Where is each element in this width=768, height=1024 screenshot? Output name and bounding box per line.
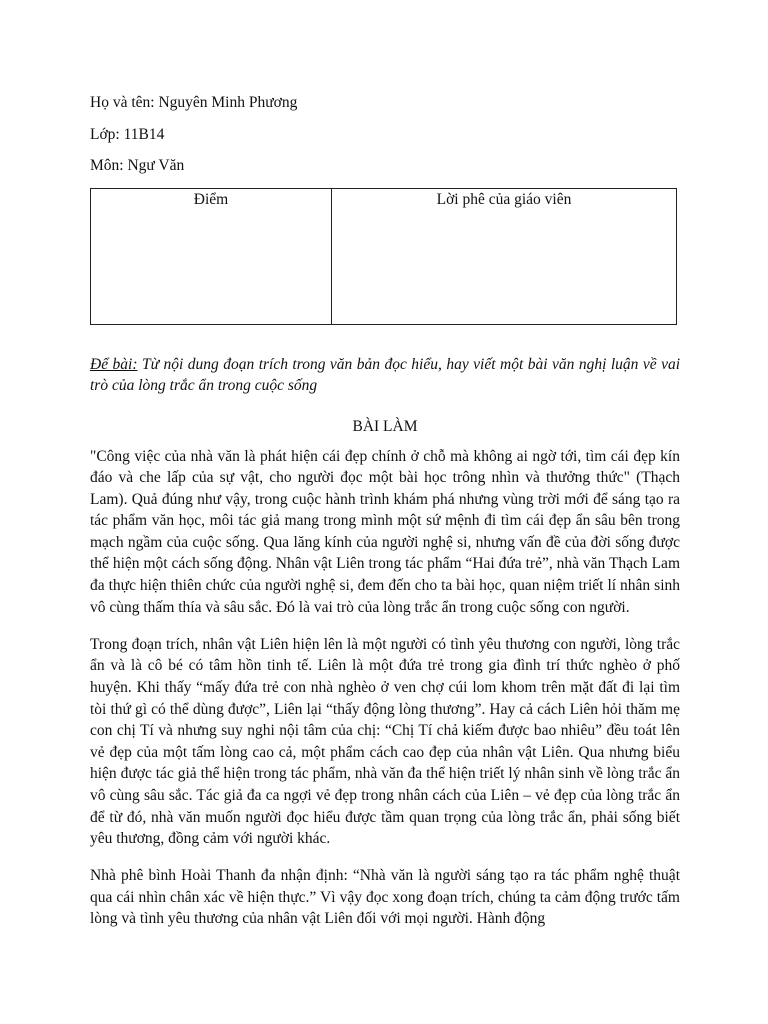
essay-paragraph: Trong đoạn trích, nhân vật Liên hiện lên là một người có tình yêu thương con người, lòng trắc ẩn và là cô bé có tâm hồn tinh tế. Liên là một đứa trẻ trong gia đình trí thức nghèo ở phố huyện. Khi thấy “mấy đứa trẻ con nhà nghèo ở ven chợ cúi lom khom trên mặt đất đi lại tìm tòi thứ gì có thể dùng được”, Liên lại “thấy động lòng thương”. Hay cả cách Liên hỏi thăm mẹ con chị Tí và nhưng suy nghi nội tâm của chị: “Chị Tí chả kiếm được bao nhiêu” đều toát lên vẻ đẹp của một tấm lòng cao cả, một phẩm cách cao đẹp của nhân vật Liên. Qua nhưng biểu hiện được tác giả thể hiện trong tác phẩm, nhà văn đa thể hiện triết lý nhân sinh về lòng trắc ẩn vô cùng sâu sắc. Tác giả đa ca ngợi vẻ đẹp trong nhân cách của Liên – vẻ đẹp của lòng trắc ẩn để từ đó, nhà văn muốn người đọc hiểu được tầm quan trọng của lòng trắc ẩn, phải sống biết yêu thương, đồng cảm với người khác. xyxy=(90,635,680,848)
teacher-comment-cell xyxy=(332,188,677,324)
teacher-comment-header: Lời phê của giáo viên xyxy=(436,190,572,208)
student-name-line: Họ và tên: Nguyên Minh Phương xyxy=(90,94,298,111)
document-content xyxy=(90,93,680,945)
grade-table xyxy=(90,188,677,325)
score-header: Điểm xyxy=(193,190,229,208)
class-line: Lớp: 11B14 xyxy=(90,125,165,143)
essay-prompt-label: Để bài: xyxy=(90,355,138,373)
essay-paragraph: "Công việc của nhà văn là phát hiện cái đẹp chính ở chỗ mà không ai ngờ tới, tìm cái đẹp kín đáo và che lấp của sự vật, cho người đọc một bài học trông nhìn và thưởng thức" (Thạch Lam). Quả đúng như vậy, trong cuộc hành trình khám phá nhưng vùng trời mới để sáng tạo ra tác phẩm văn học, môi tác giả mang trong mình một sứ mệnh đi tìm cái đẹp ẩn sâu bên trong mạch ngầm của cuộc sống. Qua lăng kính của người nghệ si, nhưng vấn đề của đời sống được thể hiện một cách sống động. Nhân vật Liên trong tác phẩm “Hai đứa trẻ”, nhà văn Thạch Lam đa thực hiện thiên chức của người nghệ si, đem đến cho ta bài học, quan niệm triết lí nhân sinh vô cùng thấm thía và sâu sắc. Đó là vai trò của lòng trắc ẩn trong cuộc sống con người. xyxy=(90,447,680,616)
subject-line: Môn: Ngư Văn xyxy=(90,157,185,174)
essay-prompt xyxy=(90,354,680,396)
score-cell xyxy=(91,188,332,324)
essay-prompt-text: Từ nội dung đoạn trích trong văn bản đọc hiểu, hay viết một bài văn nghị luận về vai trò của lòng trắc ẩn trong cuộc sống xyxy=(90,355,681,394)
grade-table-row xyxy=(91,188,677,324)
essay-paragraph: Nhà phê bình Hoài Thanh đa nhận định: “Nhà văn là người sáng tạo ra tác phẩm nghệ thuật qua cái nhìn chân xác về hiện thực.” Vì vậy đọc xong đoạn trích, chúng ta cảm động trước tấm lòng và tình yêu thương của nhân vật Liên đối với mọi người. Hành động xyxy=(90,867,680,928)
essay-heading: BÀI LÀM xyxy=(352,417,418,435)
